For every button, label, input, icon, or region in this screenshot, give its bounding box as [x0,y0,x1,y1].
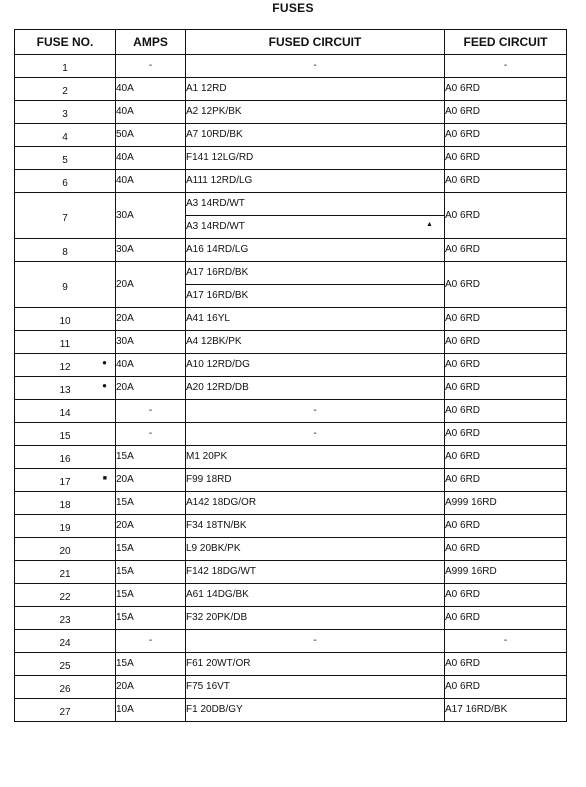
feed-circuit-cell: A0 6RD [445,423,567,446]
amps-cell: 30A [116,239,186,262]
fuse-number: 2 [62,86,68,97]
fused-circuit-label: A1 12RD [186,83,227,94]
fused-circuit-label: F34 18TN/BK [186,520,247,531]
amps-cell: 40A [116,78,186,101]
fused-circuit-cell [186,262,445,285]
fuse-number-cell [15,239,116,262]
amps-cell: 20A [116,469,186,492]
fused-circuit-cell [186,423,445,446]
fused-circuit-label: A20 12RD/DB [186,382,249,393]
fuse-number-cell [15,492,116,515]
fused-circuit-label: A61 14DG/BK [186,589,249,600]
fuse-number-cell [15,331,116,354]
fused-circuit-cell [186,469,445,492]
fused-circuit-cell [186,147,445,170]
fuse-number-cell [15,193,116,239]
fuse-number: 5 [62,155,68,166]
feed-circuit-cell: A0 6RD [445,377,567,400]
fuse-number: 6 [62,178,68,189]
feed-circuit-cell: A999 16RD [445,492,567,515]
fused-circuit-cell [186,607,445,630]
header-row [15,30,567,55]
table-row [15,354,567,377]
fuse-number: 26 [59,684,71,695]
feed-circuit-cell: - [445,630,567,653]
fused-circuit-cell [186,216,445,239]
fused-circuit-cell [186,193,445,216]
feed-circuit-cell: A0 6RD [445,607,567,630]
table-row [15,446,567,469]
fused-circuit-label: M1 20PK [186,451,228,462]
fused-circuit-cell [186,676,445,699]
fused-circuit-cell [186,492,445,515]
fuse-number-cell [15,170,116,193]
fused-circuit-label: A3 14RD/WT [186,221,245,232]
fused-circuit-label: - [313,60,317,71]
header-fused-circuit: FUSED CIRCUIT [186,30,445,55]
fuse-number-cell [15,55,116,78]
fuse-number: 16 [59,454,71,465]
amps-cell: 40A [116,147,186,170]
fuse-number-cell [15,377,116,400]
amps-cell: 20A [116,308,186,331]
dot-marker-icon: ● [102,381,107,390]
fuse-number: 3 [62,109,68,120]
table-row [15,78,567,101]
feed-circuit-cell: A0 6RD [445,101,567,124]
amps-cell: - [116,423,186,446]
feed-circuit-cell: - [445,55,567,78]
fuse-number-cell [15,147,116,170]
fused-circuit-label: F61 20WT/OR [186,658,251,669]
amps-cell: 10A [116,699,186,722]
fuse-number: 14 [59,408,71,419]
fused-circuit-cell [186,699,445,722]
fused-circuit-cell [186,101,445,124]
fused-circuit-cell [186,630,445,653]
feed-circuit-cell: A0 6RD [445,78,567,101]
table-row [15,147,567,170]
feed-circuit-cell: A0 6RD [445,193,567,239]
feed-circuit-cell: A0 6RD [445,538,567,561]
fuse-number-cell [15,124,116,147]
fuse-number-cell [15,699,116,722]
fuse-number: 18 [59,500,71,511]
amps-cell: 15A [116,561,186,584]
amps-cell: 15A [116,538,186,561]
fused-circuit-cell [186,561,445,584]
fused-circuit-label: L9 20BK/PK [186,543,241,554]
fuse-number: 24 [59,638,71,649]
table-row [15,101,567,124]
fused-circuit-cell [186,124,445,147]
fuse-number-cell [15,354,116,377]
header-feed-circuit: FEED CIRCUIT [445,30,567,55]
amps-cell: 30A [116,331,186,354]
fused-circuit-cell [186,354,445,377]
table-row [15,607,567,630]
fused-circuit-label: F99 18RD [186,474,232,485]
fused-circuit-label: A16 14RD/LG [186,244,249,255]
fuse-number: 4 [62,132,68,143]
feed-circuit-cell: A0 6RD [445,515,567,538]
table-row [15,653,567,676]
fuse-number-cell [15,423,116,446]
feed-circuit-cell: A17 16RD/BK [445,699,567,722]
fuse-number-cell [15,630,116,653]
feed-circuit-cell: A0 6RD [445,354,567,377]
fused-circuit-cell [186,584,445,607]
fused-circuit-cell [186,239,445,262]
table-row [15,262,567,285]
amps-cell: 20A [116,262,186,308]
amps-cell: 40A [116,354,186,377]
table-row [15,239,567,262]
fuse-number: 21 [59,569,71,580]
fused-circuit-label: F75 16VT [186,681,230,692]
fused-circuit-cell [186,55,445,78]
fuse-number: 25 [59,661,71,672]
table-row [15,170,567,193]
feed-circuit-cell: A999 16RD [445,561,567,584]
amps-cell: - [116,55,186,78]
table-row [15,699,567,722]
header-amps: AMPS [116,30,186,55]
feed-circuit-cell: A0 6RD [445,331,567,354]
feed-circuit-cell: A0 6RD [445,400,567,423]
amps-cell: - [116,630,186,653]
fused-circuit-cell [186,285,445,308]
fuse-number-cell [15,653,116,676]
fuse-number-cell [15,607,116,630]
fuse-number-cell [15,308,116,331]
fused-circuit-label: - [313,405,317,416]
table-row [15,676,567,699]
fuse-number-cell [15,584,116,607]
fuse-number: 9 [62,281,68,293]
fused-circuit-cell [186,331,445,354]
fused-circuit-cell [186,538,445,561]
fused-circuit-label: F32 20PK/DB [186,612,248,623]
fused-circuit-label: A2 12PK/BK [186,106,242,117]
fused-circuit-label: - [313,428,317,439]
fuse-number: 8 [62,247,68,258]
table-row [15,584,567,607]
fused-circuit-cell [186,446,445,469]
fuse-number: 22 [59,592,71,603]
amps-cell: 30A [116,193,186,239]
fused-circuit-label: A142 18DG/OR [186,497,257,508]
fused-circuit-label: A17 16RD/BK [186,290,249,301]
fuse-number-cell [15,515,116,538]
feed-circuit-cell: A0 6RD [445,676,567,699]
feed-circuit-cell: A0 6RD [445,469,567,492]
fused-circuit-label: F141 12LG/RD [186,152,254,163]
fuse-number: 20 [59,546,71,557]
table-row [15,55,567,78]
amps-cell: - [116,400,186,423]
fused-circuit-label: F1 20DB/GY [186,704,243,715]
fused-circuit-cell [186,515,445,538]
fuse-number: 7 [62,212,68,224]
feed-circuit-cell: A0 6RD [445,584,567,607]
fused-circuit-cell [186,653,445,676]
page-title: FUSES [272,1,314,15]
fuse-number: 1 [62,63,68,74]
table-row [15,193,567,216]
table-row [15,469,567,492]
feed-circuit-cell: A0 6RD [445,170,567,193]
header-fuse-no: FUSE NO. [15,30,116,55]
fused-circuit-label: A4 12BK/PK [186,336,242,347]
fuse-number: 13 [59,385,71,396]
fuse-number: 11 [59,339,71,350]
feed-circuit-cell: A0 6RD [445,262,567,308]
table-row [15,377,567,400]
table-row [15,331,567,354]
amps-cell: 50A [116,124,186,147]
feed-circuit-cell: A0 6RD [445,147,567,170]
table-row [15,538,567,561]
fuse-number-cell [15,400,116,423]
feed-circuit-cell: A0 6RD [445,239,567,262]
amps-cell: 15A [116,607,186,630]
amps-cell: 20A [116,515,186,538]
fuse-number-cell [15,469,116,492]
fuse-number: 23 [59,615,71,626]
fused-circuit-label: A17 16RD/BK [186,267,249,278]
fuse-number: 27 [59,707,71,718]
fuse-number: 12 [59,362,71,373]
fuse-number: 17 [59,477,71,488]
fused-circuit-cell [186,400,445,423]
amps-cell: 20A [116,377,186,400]
fuse-number: 19 [59,523,71,534]
fuse-number-cell [15,446,116,469]
triangle-marker-icon: ▲ [426,221,433,228]
fused-circuit-cell [186,377,445,400]
fuse-number-cell [15,101,116,124]
table-row [15,515,567,538]
feed-circuit-cell: A0 6RD [445,308,567,331]
feed-circuit-cell: A0 6RD [445,653,567,676]
fused-circuit-label: F142 18DG/WT [186,566,257,577]
table-row [15,630,567,653]
amps-cell: 40A [116,170,186,193]
fused-circuit-label: A111 12RD/LG [186,175,253,186]
table-row [15,423,567,446]
fuse-number: 15 [59,431,71,442]
feed-circuit-cell: A0 6RD [445,446,567,469]
table-row [15,308,567,331]
table-row [15,561,567,584]
fused-circuit-cell [186,308,445,331]
fuse-number-cell [15,561,116,584]
feed-circuit-cell: A0 6RD [445,124,567,147]
amps-cell: 40A [116,101,186,124]
fused-circuit-label: A41 16YL [186,313,230,324]
fused-circuit-label: A3 14RD/WT [186,198,245,209]
fuse-number-cell [15,676,116,699]
table-row [15,400,567,423]
amps-cell: 15A [116,653,186,676]
fused-circuit-label: A7 10RD/BK [186,129,243,140]
square-marker-icon: ■ [102,475,107,482]
dot-marker-icon: ● [102,358,107,367]
fused-circuit-cell [186,170,445,193]
fuse-table [14,29,567,722]
fuse-number: 10 [59,316,71,327]
amps-cell: 15A [116,584,186,607]
fused-circuit-label: A10 12RD/DG [186,359,250,370]
fuse-number-cell [15,538,116,561]
fuse-number-cell [15,262,116,308]
fuse-table-body [15,55,567,722]
fused-circuit-label: - [313,635,317,646]
amps-cell: 15A [116,446,186,469]
table-row [15,124,567,147]
fuse-number-cell [15,78,116,101]
amps-cell: 15A [116,492,186,515]
table-row [15,492,567,515]
fused-circuit-cell [186,78,445,101]
amps-cell: 20A [116,676,186,699]
